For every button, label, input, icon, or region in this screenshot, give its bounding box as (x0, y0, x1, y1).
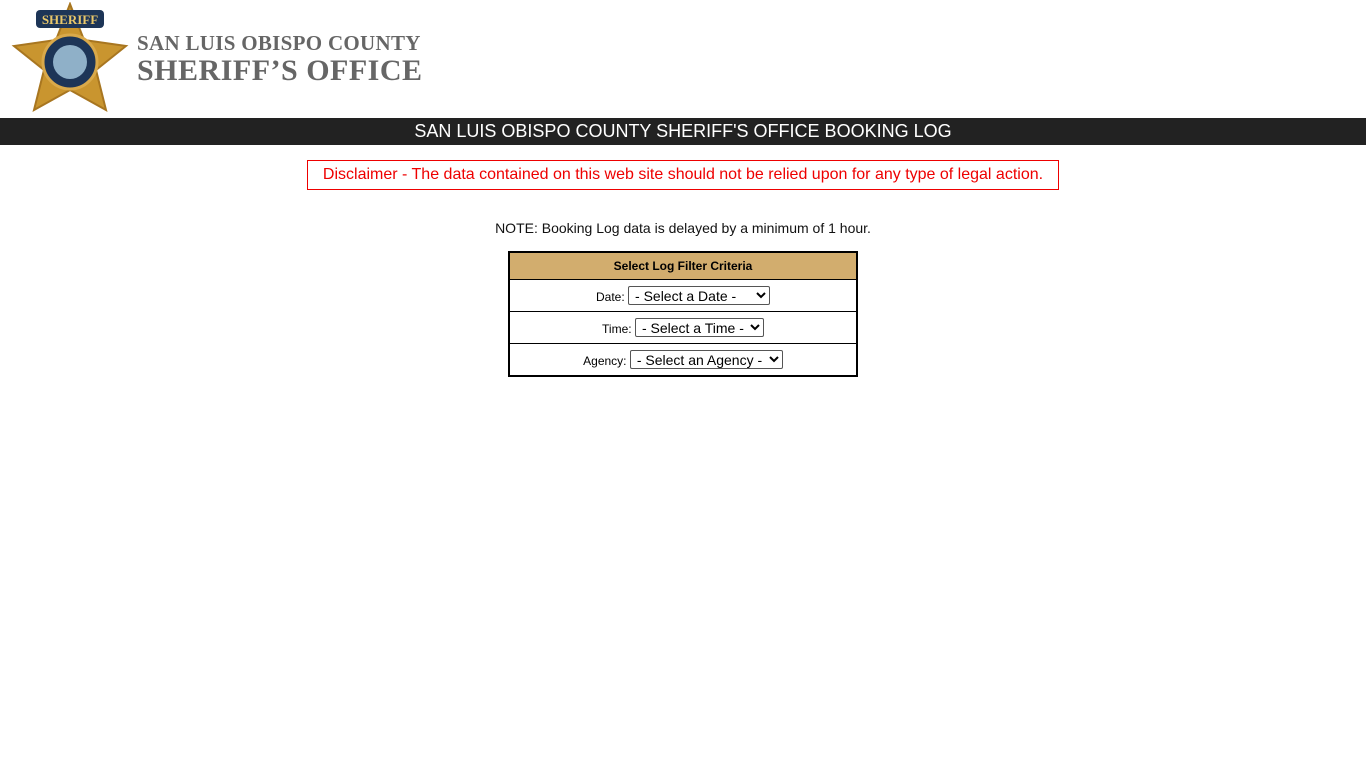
filter-table (508, 251, 858, 377)
logo-line-county: SAN LUIS OBISPO COUNTY (137, 31, 421, 55)
date-select[interactable] (628, 286, 770, 305)
filter-heading: Select Log Filter Criteria (509, 252, 857, 280)
logo-line-office: SHERIFF’S OFFICE (137, 54, 423, 87)
office-name-logo (137, 31, 423, 88)
svg-text:SHERIFF: SHERIFF (41, 12, 99, 27)
page-title-bar: SAN LUIS OBISPO COUNTY SHERIFF'S OFFICE BOOKING LOG (0, 118, 1366, 145)
time-label: Time: (602, 322, 632, 336)
sheriff-badge-logo[interactable] (8, 2, 132, 118)
delay-note: NOTE: Booking Log data is delayed by a minimum of 1 hour. (495, 220, 871, 236)
disclaimer: Disclaimer - The data contained on this web site should not be relied upon for any type of legal action. (307, 160, 1059, 190)
time-select[interactable] (635, 318, 764, 337)
agency-label: Agency: (583, 354, 627, 368)
site-header (0, 0, 1366, 118)
agency-select[interactable] (630, 350, 783, 369)
date-label: Date: (595, 290, 625, 304)
